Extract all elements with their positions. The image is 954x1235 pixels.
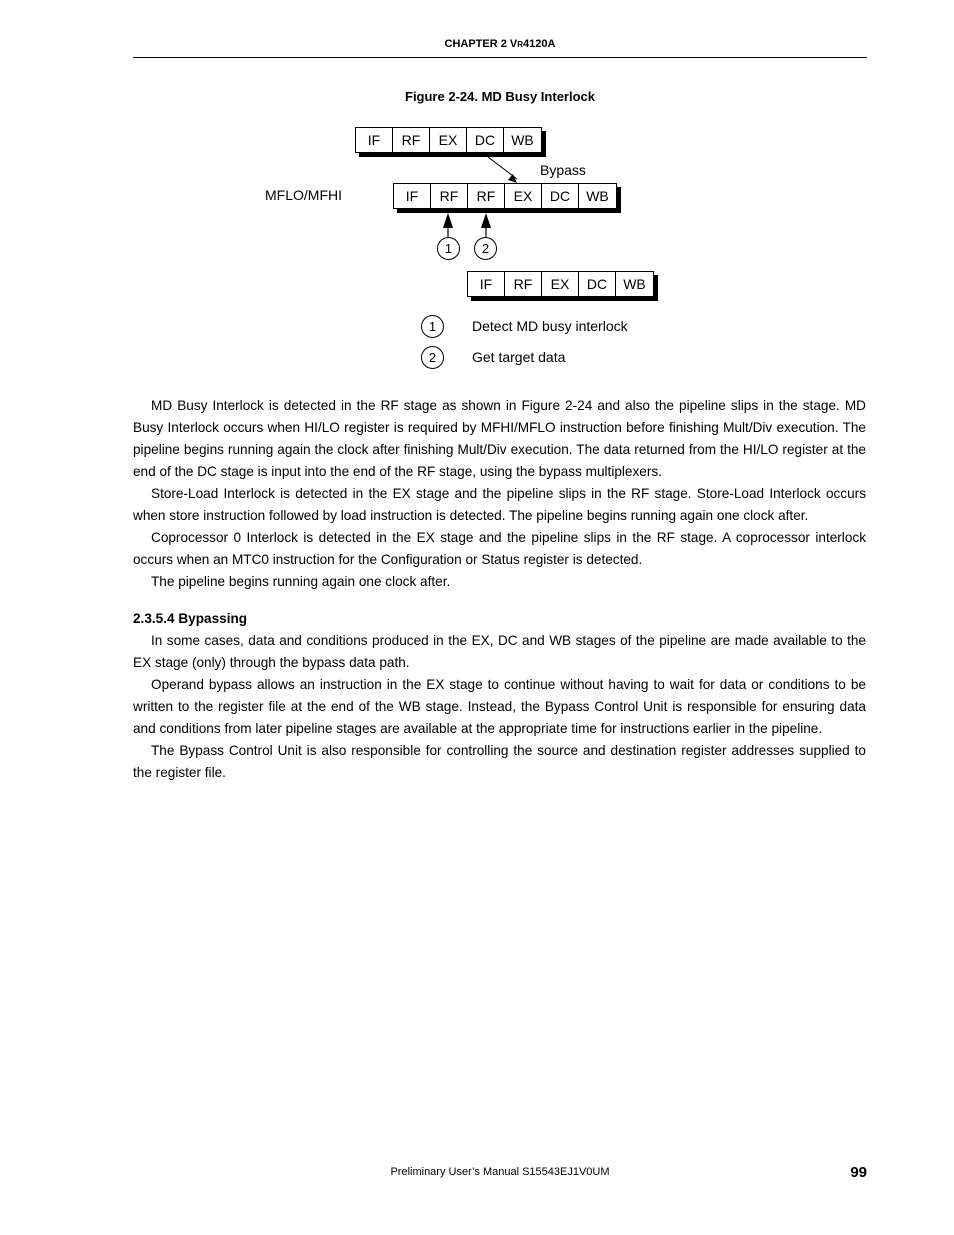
paragraph: Coprocessor 0 Interlock is detected in the EX stage and the pipeline slips in the RF stage. A coprocessor interlock occurs when an MTC0 instruction for the Configuration or Status register is detected. xyxy=(133,530,866,567)
stage-cell: IF xyxy=(394,184,431,208)
chapter-title: CHAPTER 2 V xyxy=(444,38,518,50)
paragraph: The Bypass Control Unit is also responsible for controlling the source and destination register addresses supplied to the register file. xyxy=(133,743,866,780)
footer-manual-id: Preliminary User’s Manual S15543EJ1V0UM xyxy=(390,1166,610,1178)
stage-cell: IF xyxy=(468,272,505,296)
stage-cell: WB xyxy=(586,188,609,204)
chapter-title-subscript: R xyxy=(517,40,524,49)
stage-cell: WB xyxy=(623,276,646,292)
figure-arrows xyxy=(0,0,954,400)
legend-text-1: Detect MD busy interlock xyxy=(472,318,628,334)
stage-cell: EX xyxy=(542,272,579,296)
paragraph: The pipeline begins running again one clock after. xyxy=(151,574,451,589)
section-heading: 2.3.5.4 Bypassing xyxy=(133,611,248,626)
bypass-label: Bypass xyxy=(540,162,586,178)
legend-marker-1: 1 xyxy=(421,315,444,338)
chapter-model: 4120A xyxy=(523,38,556,50)
marker-1-arrowhead xyxy=(443,213,453,228)
legend-marker-2: 2 xyxy=(421,346,444,369)
stage-cell: WB xyxy=(511,132,534,148)
figure-title: Figure 2-24. MD Busy Interlock xyxy=(405,89,595,104)
legend-text-2: Get target data xyxy=(472,349,566,365)
marker-2: 2 xyxy=(474,237,497,260)
stage-cell: EX xyxy=(505,184,542,208)
marker-1: 1 xyxy=(437,237,460,260)
body-text-interlocks xyxy=(133,395,866,593)
stage-cell: RF xyxy=(393,128,430,152)
mflo-mfhi-label: MFLO/MFHI xyxy=(265,187,342,203)
stage-cell: RF xyxy=(505,272,542,296)
paragraph: Operand bypass allows an instruction in the EX stage to continue without having to wait for data or conditions to be written to the register file at the end of the WB stage. Instead, the Bypass Control Unit is responsible for ensuring data and conditions from later pipeline stages are available at the appropriate time for instructions earlier in the pipeline. xyxy=(133,677,866,736)
marker-2-arrowhead xyxy=(481,213,491,228)
stage-cell: RF xyxy=(431,184,468,208)
page-footer xyxy=(133,1164,867,1184)
stage-cell: DC xyxy=(467,128,504,152)
paragraph: In some cases, data and conditions produced in the EX, DC and WB stages of the pipeline are made available to the EX stage (only) through the bypass data path. xyxy=(133,633,866,670)
stage-cell: EX xyxy=(430,128,467,152)
stage-cell: DC xyxy=(542,184,579,208)
stage-cell: DC xyxy=(579,272,616,296)
paragraph: MD Busy Interlock is detected in the RF stage as shown in Figure 2-24 and also the pipeline slips in the stage. MD Busy Interlock occurs when HI/LO register is required by MFHI/MFLO instruction before finishing Mult/Div execution. The pipeline begins running again the clock after finishing Mult/Div execution. The data returned from the HI/LO register at the end of the DC stage is input into the end of the RF stage, using the bypass multiplexers. xyxy=(133,398,866,479)
stage-cell: RF xyxy=(468,184,505,208)
body-text-bypassing xyxy=(133,608,866,784)
stage-cell: IF xyxy=(356,128,393,152)
paragraph: Store-Load Interlock is detected in the EX stage and the pipeline slips in the RF stage. Store-Load Interlock occurs when store instruction followed by load instruction is detected. The pipeline begins running again one clock after. xyxy=(133,486,866,523)
page-number: 99 xyxy=(850,1164,867,1181)
